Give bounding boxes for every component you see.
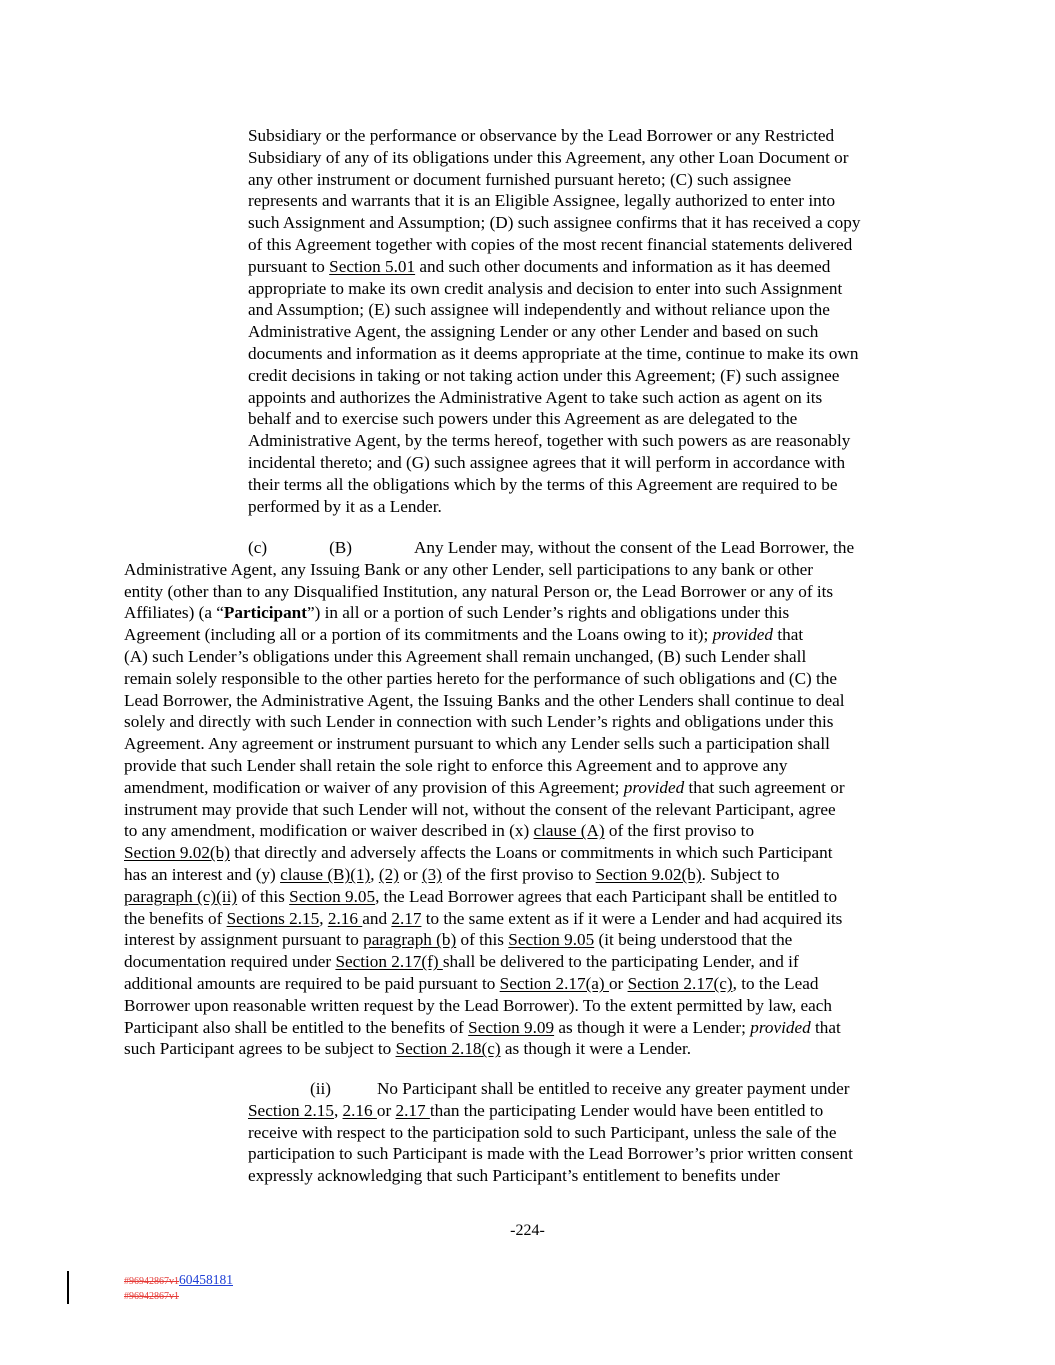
text-line: (c) (B) Any Lender may, without the consent of the Lead Borrower, the: [248, 538, 855, 557]
text-line: appropriate to make its own credit analysis and decision to enter into such Assignment: [248, 278, 843, 298]
text-line: pursuant to Section 5.01 and such other documents and information as it has deemed: [248, 256, 831, 276]
text-line: receive with respect to the participation sold to such Participant, unless the sale of the: [248, 1122, 837, 1142]
text-line: the benefits of Sections 2.15, 2.16 and 2.17 to the same extent as if it were a Lender and had acquired its: [124, 908, 843, 928]
text-line: any other instrument or document furnished pursuant hereto; (C) such assignee: [248, 169, 792, 189]
emphasis: provided: [712, 625, 774, 645]
cross-reference: Section 9.09: [468, 1017, 555, 1037]
text-line: entity (other than to any Disqualified Institution, any natural Person or, the Lead Borrower or any of its: [124, 581, 834, 601]
text-line: Section 2.15, 2.16 or 2.17 than the participating Lender would have been entitled to: [248, 1100, 824, 1120]
text-line: Subsidiary of any of its obligations under this Agreement, any other Loan Document or: [248, 147, 849, 167]
text-line: represents and warrants that it is an Eligible Assignee, legally authorized to enter into: [248, 191, 836, 211]
text-line: expressly acknowledging that such Participant’s entitlement to benefits under: [248, 1166, 780, 1186]
cross-reference: clause (B)(1): [280, 864, 371, 884]
cross-reference: 2.16: [327, 908, 363, 928]
cross-reference: Sections 2.15: [226, 908, 320, 928]
cross-reference: clause (A): [533, 821, 605, 841]
cross-reference: 2.17: [395, 1100, 430, 1120]
paragraph-assignee-representations: [248, 125, 938, 517]
text-line: Agreement (including all or a portion of its commitments and the Loans owing to it); provided that: [124, 625, 804, 645]
text-line: paragraph (c)(ii) of this Section 9.05, the Lead Borrower agrees that each Participant shall be entitled to: [124, 886, 838, 906]
text-line: Subsidiary or the performance or observance by the Lead Borrower or any Restricted: [248, 126, 835, 145]
text-line: credit decisions in taking or not taking action under this Agreement; (F) such assignee: [248, 365, 840, 385]
text-line: solely and directly with such Lender in connection with such Lender’s rights and obligations under this: [124, 712, 834, 732]
text-line: performed by it as a Lender.: [248, 496, 442, 516]
cross-reference: Section 2.17(c): [627, 973, 733, 993]
paragraph-participations: [124, 537, 938, 1060]
text-line: Participant also shall be entitled to the benefits of Section 9.09 as though it were a Lender; provided that: [124, 1017, 841, 1037]
text-line: interest by assignment pursuant to paragraph (b) of this Section 9.05 (it being understood that the: [124, 930, 793, 950]
cross-reference: Section 5.01: [329, 256, 416, 276]
text-line: Administrative Agent, the assigning Lender or any other Lender and based on such: [248, 322, 819, 342]
text-line: documentation required under Section 2.17(f) shall be delivered to the participating Lender, and if: [124, 952, 799, 972]
text-line: and Assumption; (E) such assignee will independently and without reliance upon the: [248, 300, 830, 320]
text-line: their terms all the obligations which by the terms of this Agreement are required to be: [248, 474, 838, 494]
cross-reference: 2.16: [342, 1100, 377, 1120]
text-line: documents and information as it deems appropriate at the time, continue to make its own: [248, 343, 859, 363]
emphasis: provided: [750, 1017, 811, 1037]
cross-reference: Section 9.05: [508, 930, 595, 950]
document-id-deleted-line2: #96942867v1: [124, 1291, 179, 1302]
text-line: Affiliates) (a “Participant”) in all or a portion of such Lender’s rights and obligations under this: [124, 603, 790, 623]
cross-reference: Section 9.02(b): [595, 864, 702, 884]
text-line: Administrative Agent, any Issuing Bank or any other Lender, sell participations to any bank or other: [124, 559, 814, 579]
cross-reference: Section 9.05: [289, 886, 376, 906]
cross-reference: paragraph (b): [363, 930, 457, 950]
text-line: incidental thereto; and (G) such assignee agrees that it will perform in accordance with: [248, 452, 846, 472]
defined-term: Participant: [223, 603, 307, 623]
text-line: such Assignment and Assumption; (D) such assignee confirms that it has received a copy: [248, 213, 861, 233]
text-line: of this Agreement together with copies of the most recent financial statements delivered: [248, 234, 853, 254]
cross-reference: (2): [378, 864, 399, 884]
text-line: Section 9.02(b) that directly and adversely affects the Loans or commitments in which such Participant: [124, 843, 833, 863]
cross-reference: 2.17: [391, 908, 422, 928]
text-line: to any amendment, modification or waiver described in (x) clause (A) of the first proviso to: [124, 821, 755, 841]
emphasis: provided: [623, 777, 685, 797]
cross-reference: (3): [421, 864, 442, 884]
text-line: amendment, modification or waiver of any provision of this Agreement; provided that such agreement or: [124, 777, 845, 797]
document-id-deleted: #96942867v1: [124, 1276, 179, 1287]
document-id: [124, 1274, 233, 1287]
text-line: Administrative Agent, by the terms hereof, together with such powers as are reasonably: [248, 431, 851, 451]
cross-reference: paragraph (c)(ii): [124, 886, 238, 906]
text-line: Borrower upon reasonable written request by the Lead Borrower). To the extent permitted by law, each: [124, 995, 833, 1015]
cross-reference: Section 2.17(a): [499, 973, 609, 993]
page-number: -224-: [510, 1222, 545, 1239]
text-line: additional amounts are required to be paid pursuant to Section 2.17(a) or Section 2.17(c), to the Lead: [124, 973, 819, 993]
text-line: Agreement. Any agreement or instrument pursuant to which any Lender sells such a participation shall: [124, 734, 830, 754]
text-line: has an interest and (y) clause (B)(1), (2) or (3) of the first proviso to Section 9.02(b). Subject to: [124, 864, 780, 884]
text-line: (ii) No Participant shall be entitled to receive any greater payment under: [310, 1079, 850, 1098]
text-line: such Participant agrees to be subject to Section 2.18(c) as though it were a Lender.: [124, 1039, 692, 1059]
text-line: (A) such Lender’s obligations under this Agreement shall remain unchanged, (B) such Lender shall: [124, 646, 807, 666]
cross-reference: Section 9.02(b): [124, 843, 230, 863]
cross-reference: Section 2.15: [248, 1100, 334, 1120]
revision-bar: [67, 1271, 69, 1304]
paragraph-participant-payments: [248, 1078, 938, 1187]
text-line: provide that such Lender shall retain the sole right to enforce this Agreement and to approve any: [124, 755, 788, 775]
text-line: participation to such Participant is made with the Lead Borrower’s prior written consent: [248, 1144, 853, 1164]
text-line: appoints and authorizes the Administrative Agent to take such action as agent on its: [248, 387, 823, 407]
document-id-inserted: 60458181: [179, 1272, 233, 1287]
text-line: remain solely responsible to the other parties hereto for the performance of such obligations and (C) the: [124, 668, 838, 688]
text-line: instrument may provide that such Lender will not, without the consent of the relevant Participant, agree: [124, 799, 836, 819]
cross-reference: Section 2.18(c): [395, 1039, 501, 1059]
cross-reference: Section 2.17(f): [335, 952, 443, 972]
text-line: behalf and to exercise such powers under this Agreement as are delegated to the: [248, 409, 798, 429]
text-line: Lead Borrower, the Administrative Agent, the Issuing Banks and the other Lenders shall continue to deal: [124, 690, 845, 710]
